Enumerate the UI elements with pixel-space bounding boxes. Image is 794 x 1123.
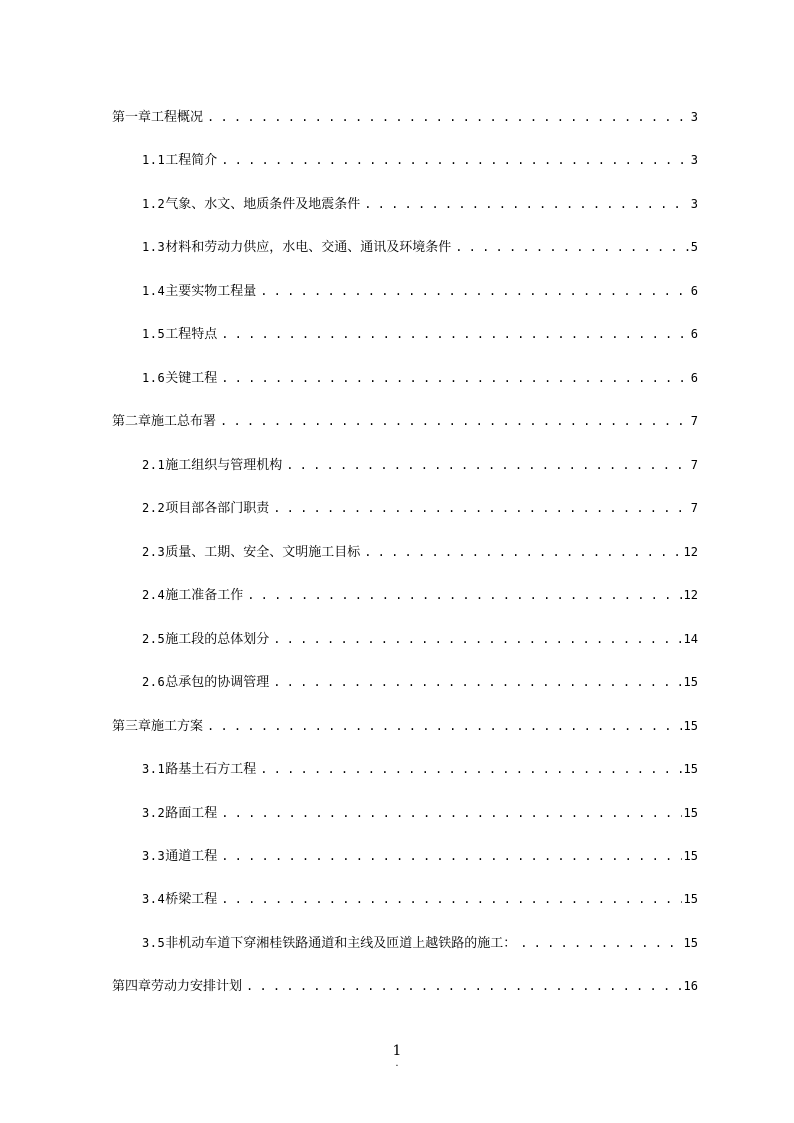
toc-leader	[286, 455, 689, 475]
toc-title: 劳动力安排计划	[151, 979, 243, 994]
toc-page: 3	[690, 153, 698, 167]
toc-title: 通道工程	[165, 849, 218, 864]
toc-page: 6	[690, 327, 698, 341]
toc-section-1-1[interactable]	[0, 150, 794, 170]
toc-title: 非机动车道下穿湘桂铁路通道和主线及匝道上越铁路的施工：	[165, 936, 517, 951]
toc-leader	[246, 976, 682, 996]
toc-chapter-4[interactable]	[0, 976, 794, 996]
toc-number: 2.6	[142, 675, 166, 689]
toc-number: 第四章	[112, 979, 152, 994]
toc-page: 14	[683, 632, 698, 646]
toc-title: 施工准备工作	[165, 588, 244, 603]
toc-number: 3.5	[142, 936, 166, 950]
toc-leader	[520, 933, 681, 953]
toc-leader	[273, 629, 681, 649]
toc-page: 5	[690, 240, 698, 254]
toc-number: 3.2	[142, 806, 166, 820]
toc-section-3-4[interactable]	[0, 889, 794, 909]
toc-section-1-5[interactable]	[0, 324, 794, 344]
toc-number: 3.3	[142, 849, 166, 863]
toc-section-2-4[interactable]	[0, 585, 794, 605]
toc-number: 1.3	[142, 240, 166, 254]
toc-leader	[220, 411, 689, 431]
toc-section-1-4[interactable]	[0, 281, 794, 301]
toc-page: 15	[683, 762, 698, 776]
toc-title: 总承包的协调管理	[165, 675, 270, 690]
toc-title: 关键工程	[165, 371, 218, 386]
toc-title: 工程简介	[165, 153, 218, 168]
toc-page: 15	[683, 675, 698, 689]
toc-leader	[221, 368, 689, 388]
toc-chapter-2[interactable]	[0, 411, 794, 431]
toc-title: 工程特点	[165, 327, 218, 342]
toc-section-3-5[interactable]	[0, 933, 794, 953]
toc-leader	[221, 846, 681, 866]
toc-page: 15	[683, 719, 698, 733]
toc-number: 2.5	[142, 632, 166, 646]
toc-page: 15	[683, 892, 698, 906]
toc-page: 16	[683, 979, 698, 993]
toc-number: 第二章	[112, 414, 152, 429]
toc-number: 2.1	[142, 458, 166, 472]
toc-title: 项目部各部门职责	[165, 501, 270, 516]
toc-title: 路面工程	[165, 806, 218, 821]
toc-section-2-5[interactable]	[0, 629, 794, 649]
page-number-dot: .	[395, 1058, 399, 1069]
toc-title: 施工段的总体划分	[165, 632, 270, 647]
toc-leader	[221, 803, 681, 823]
toc-section-2-3[interactable]	[0, 542, 794, 562]
toc-number: 2.3	[142, 545, 166, 559]
toc-leader	[207, 716, 682, 736]
toc-page: 7	[690, 501, 698, 515]
toc-leader	[455, 237, 689, 257]
toc-title: 材料和劳动力供应，水电、交通、通讯及环境条件	[165, 240, 452, 255]
toc-title: 桥梁工程	[165, 892, 218, 907]
toc-section-1-6[interactable]	[0, 368, 794, 388]
toc-chapter-1[interactable]	[0, 107, 794, 127]
toc-page: 15	[683, 849, 698, 863]
toc-leader	[273, 672, 681, 692]
toc-number: 2.4	[142, 588, 166, 602]
toc-page: 3	[690, 197, 698, 211]
toc-title: 工程概况	[151, 110, 204, 125]
toc-leader	[221, 150, 689, 170]
toc-leader	[221, 889, 681, 909]
toc-page: 6	[690, 371, 698, 385]
toc-section-3-3[interactable]	[0, 846, 794, 866]
toc-number: 3.4	[142, 892, 166, 906]
toc-leader	[247, 585, 681, 605]
toc-title: 质量、工期、安全、文明施工目标	[165, 545, 361, 560]
toc-number: 2.2	[142, 501, 166, 515]
toc-leader	[207, 107, 689, 127]
page-number: 1	[392, 1043, 402, 1059]
toc-page: 15	[683, 936, 698, 950]
toc-number: 第一章	[112, 110, 152, 125]
toc-leader	[260, 281, 689, 301]
toc-title: 施工方案	[151, 719, 204, 734]
toc-page: 6	[690, 284, 698, 298]
toc-section-1-2[interactable]	[0, 194, 794, 214]
toc-section-2-2[interactable]	[0, 498, 794, 518]
toc-title: 路基土石方工程	[165, 762, 257, 777]
toc-leader	[260, 759, 681, 779]
toc-chapter-3[interactable]	[0, 716, 794, 736]
toc-number: 1.1	[142, 153, 166, 167]
toc-title: 气象、水文、地质条件及地震条件	[165, 197, 361, 212]
toc-title: 施工总布署	[151, 414, 217, 429]
toc-number: 1.6	[142, 371, 166, 385]
toc-leader	[364, 194, 689, 214]
toc-section-2-6[interactable]	[0, 672, 794, 692]
toc-number: 1.2	[142, 197, 166, 211]
toc-page: 12	[683, 588, 698, 602]
toc-title: 主要实物工程量	[165, 284, 257, 299]
toc-section-3-1[interactable]	[0, 759, 794, 779]
toc-page: 7	[690, 458, 698, 472]
toc-section-2-1[interactable]	[0, 455, 794, 475]
toc-title: 施工组织与管理机构	[165, 458, 283, 473]
toc-page: 15	[683, 806, 698, 820]
toc-leader	[273, 498, 689, 518]
toc-number: 第三章	[112, 719, 152, 734]
toc-number: 3.1	[142, 762, 166, 776]
toc-section-3-2[interactable]	[0, 803, 794, 823]
toc-leader	[364, 542, 681, 562]
toc-page: 7	[690, 414, 698, 428]
toc-number: 1.5	[142, 327, 166, 341]
toc-page: 12	[683, 545, 698, 559]
toc-leader	[221, 324, 689, 344]
toc-number: 1.4	[142, 284, 166, 298]
toc-section-1-3[interactable]	[0, 237, 794, 257]
toc-page: 3	[690, 110, 698, 124]
